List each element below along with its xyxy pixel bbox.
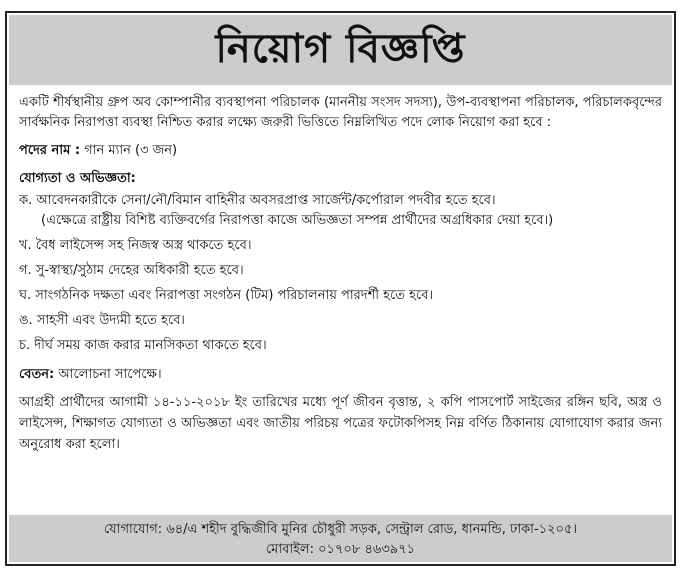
application-paragraph: আগ্রহী প্রার্থীদের আগামী ১৪-১১-২০১৮ ইং তারিখের মধ্যে পূর্ণ জীবন বৃত্তান্ত, ২ কপি পাসপোর্ট সাইজের রঙ্গিন ছবি, অস্ত্র ও লাইসেন্স, শিক্ষাগত যোগ্যতা ও অভিজ্ঞতা এবং জাতীয় পরিচয় পত্রের ফটোকপিসহ নিম্ন বর্ণিত ঠিকানায় যোগাযোগ করার জন্য অনুরোধ করা হলো। [19,395,662,452]
cropped-top-text-strip [0,0,687,6]
salary-line [19,365,662,385]
circular-body [19,93,662,455]
contact-footer [9,515,672,562]
qualification-item-cha: চ. দীর্ঘ সময় কাজ করার মানসিকতা থাকতে হবে। [19,338,267,353]
salary-label: বেতন: [19,367,55,382]
qualification-item-kha: খ. বৈধ লাইসেন্স সহ নিজস্ব অস্ত্র থাকতে হবে। [19,238,252,253]
contact-address: যোগাযোগ: ৬৪/এ শহীদ বুদ্ধিজীবি মুনির চৌধুরী সড়ক, সেন্ট্রাল রোড, ধানমন্ডি, ঢাকা-১২০৫। [103,522,578,537]
post-value: গান ম্যান (৩ জন) [80,143,178,158]
post-line [19,141,662,161]
qualifications-list [19,191,662,356]
page-title: নিয়োগ বিজ্ঞপ্তি [215,25,466,72]
salary-value: আলোচনা সাপেক্ষে। [54,367,162,382]
contact-mobile: মোবাইল: ০১৭০৮ ৪৬৩৯৭১ [265,542,416,557]
qualification-note: (এক্ষেত্রে রাষ্ট্রীয় বিশিষ্ট ব্যক্তিবর্গের নিরাপত্তা কাজে অভিজ্ঞতা সম্পন্ন প্রার্থীদের অগ্রধিকার দেয়া হবে।) [41,213,554,228]
qualification-item-ga: গ. সু-স্বাস্থ্য/সুঠাম দেহের অধিকারী হতে হবে। [19,263,244,278]
qualification-item-uma: ঙ. সাহসী এবং উদ্যমী হতে হবে। [19,313,185,328]
qualifications-title: যোগ্যতা ও অভিজ্ঞতা: [19,171,136,186]
title-banner [9,15,672,85]
intro-paragraph: একটি শীর্ষস্থানীয় গ্রুপ অব কোম্পানীর ব্যবস্থাপনা পরিচালক (মাননীয় সংসদ সদস্য), উপ-ব্যবস্থাপনা পরিচালক, পরিচালকবৃন্দের সার্বক্ষনিক নিরাপত্তা ব্যবস্থা নিশ্চিত করার লক্ষ্যে জরুরী ভিত্তিতে নিম্নলিখিত পদে লোক নিয়োগ করা হবে : [19,95,662,130]
job-circular-frame [5,11,676,566]
post-label: পদের নাম : [19,143,81,158]
qualification-item-ka: ক. আবেদনকারীকে সেনা/নৌ/বিমান বাহিনীর অবসরপ্রাপ্ত সার্জেন্ট/কর্পোরাল পদবীর হতে হবে। [19,193,496,208]
qualification-item-gha: ঘ. সাংগঠনিক দক্ষতা এবং নিরাপত্তা সংগঠন (টিম) পরিচালনায় পারদর্শী হতে হবে। [19,288,434,303]
